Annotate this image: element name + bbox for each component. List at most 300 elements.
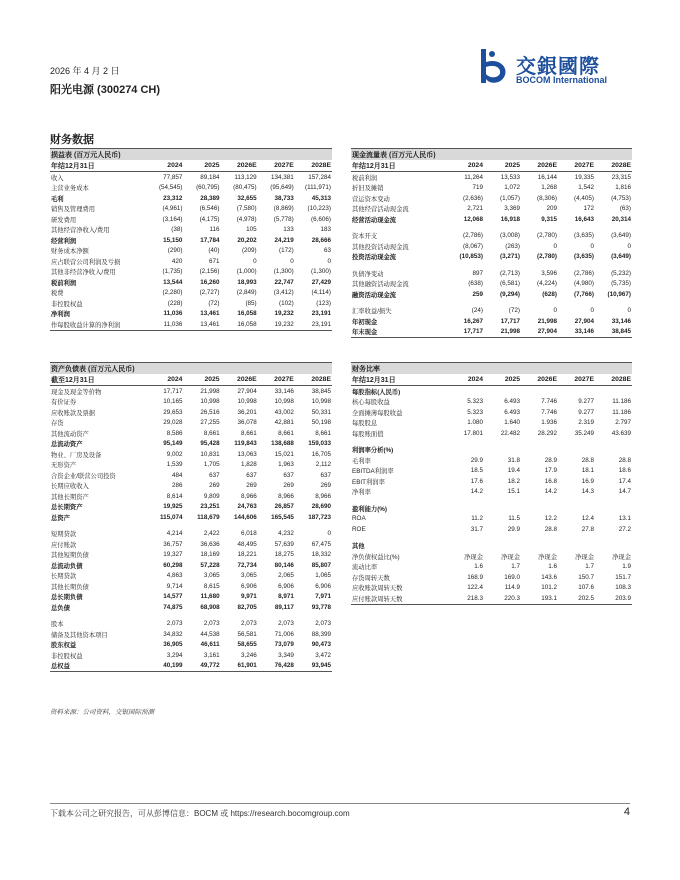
value-cell: 22,747 xyxy=(274,278,294,286)
row-label: 净负债权益比(%) xyxy=(352,553,400,561)
value-cell: 35.249 xyxy=(574,429,594,437)
year-header: 2028E xyxy=(595,374,632,386)
value-cell: 4,232 xyxy=(278,530,294,538)
table-row xyxy=(351,428,632,439)
income-statement-table xyxy=(50,148,332,331)
table-row xyxy=(351,445,632,456)
value-cell: 56,581 xyxy=(237,630,257,638)
value-cell: 43,002 xyxy=(274,408,294,416)
value-cell: 108.3 xyxy=(615,584,631,592)
value-cell: 74,875 xyxy=(163,603,183,611)
value-cell: (172) xyxy=(279,247,294,255)
value-cell: 21,998 xyxy=(200,387,220,395)
year-header: 2026E xyxy=(221,374,258,386)
value-cell: 17.9 xyxy=(544,467,557,475)
value-cell: 4,863 xyxy=(166,572,183,580)
row-label: 负债净变动 xyxy=(352,270,384,278)
value-cell: 95,149 xyxy=(163,440,183,448)
value-cell: 27.8 xyxy=(581,525,594,533)
value-cell: (2,780) xyxy=(537,253,557,261)
value-cell: 12.2 xyxy=(544,515,557,523)
row-label: 流动比率 xyxy=(352,564,378,572)
value-cell: (628) xyxy=(542,290,557,298)
table-row xyxy=(351,562,632,573)
row-label: 年初现金 xyxy=(352,318,378,326)
value-cell: (3,164) xyxy=(162,215,183,223)
value-cell: 2,112 xyxy=(315,461,331,469)
value-cell: 719 xyxy=(472,184,483,192)
value-cell: 32,655 xyxy=(237,194,257,202)
value-cell: 2,065 xyxy=(278,572,294,580)
value-cell: 33,146 xyxy=(611,317,632,325)
table-row xyxy=(351,541,632,552)
table-row xyxy=(351,183,632,194)
value-cell: 16.9 xyxy=(581,477,594,485)
table-row xyxy=(351,503,632,514)
value-cell: 144,606 xyxy=(233,513,257,521)
table-row xyxy=(50,661,332,672)
year-header: 2027E xyxy=(258,374,295,386)
row-label: 总流动资产 xyxy=(51,441,83,449)
value-cell xyxy=(558,445,595,456)
row-label: 每股指标(人民币) xyxy=(352,388,401,396)
value-cell: (123) xyxy=(316,299,331,307)
value-cell: 113,129 xyxy=(234,173,257,181)
value-cell: 11.5 xyxy=(508,515,520,523)
value-cell: 16,144 xyxy=(537,173,557,181)
value-cell: (4,961) xyxy=(162,205,183,213)
value-cell: 8,661 xyxy=(278,429,294,437)
value-cell: 28.9 xyxy=(544,456,557,464)
value-cell: 2,422 xyxy=(203,530,220,538)
value-cell: 28.8 xyxy=(544,525,557,533)
value-cell: 45,313 xyxy=(311,194,331,202)
value-cell: 3,472 xyxy=(315,651,331,659)
value-cell: 1,268 xyxy=(541,184,557,192)
value-cell: 0 xyxy=(590,307,594,315)
value-cell: 31.8 xyxy=(507,456,520,464)
row-label: 税前利润 xyxy=(352,174,378,182)
value-cell: 10,165 xyxy=(163,398,183,406)
value-cell: 23,312 xyxy=(163,194,183,202)
value-cell: 1,065 xyxy=(315,572,331,580)
value-cell: 29,653 xyxy=(163,408,183,416)
value-cell: 3,246 xyxy=(240,651,257,659)
cash-flow-table xyxy=(351,148,632,338)
value-cell: 115,074 xyxy=(160,513,183,521)
value-cell: (8,869) xyxy=(273,205,294,213)
table-row xyxy=(50,502,332,513)
value-cell: (2,786) xyxy=(463,232,483,240)
financial-ratios-table xyxy=(351,362,632,605)
row-label: 其他经营净收入/费用 xyxy=(51,227,110,235)
table-row xyxy=(50,640,332,651)
table-row xyxy=(351,241,632,252)
value-cell: (2,713) xyxy=(500,269,520,277)
table-header-row xyxy=(351,160,632,172)
value-cell: (4,980) xyxy=(574,280,594,288)
fiscal-year-label: 年结12月31日 xyxy=(351,160,447,172)
value-cell: 27,904 xyxy=(574,317,594,325)
value-cell: 168.9 xyxy=(467,573,483,581)
row-label: 汇率收益/损失 xyxy=(352,308,392,316)
value-cell: 48,495 xyxy=(237,540,257,548)
value-cell: (2,727) xyxy=(199,289,220,297)
value-cell: 18.1 xyxy=(581,467,594,475)
footer-text: 下载本公司之研究报告，可从彭博信息：BOCM 或 https://research.bocomgroup.com xyxy=(50,809,350,818)
value-cell: (80,475) xyxy=(233,184,257,192)
value-cell: 29.9 xyxy=(470,456,483,464)
value-cell: 38,845 xyxy=(311,387,331,395)
value-cell: (228) xyxy=(167,299,183,307)
value-cell: 1,542 xyxy=(578,184,594,192)
value-cell: 13,063 xyxy=(237,450,257,458)
value-cell: 18,275 xyxy=(274,551,294,559)
table-row xyxy=(351,524,632,535)
year-header: 2028E xyxy=(595,160,632,172)
table-header-row xyxy=(351,374,632,386)
value-cell: 28,666 xyxy=(311,236,331,244)
footer-divider xyxy=(50,803,630,804)
row-label: 盈利能力(%) xyxy=(352,505,387,513)
value-cell: 28,690 xyxy=(311,503,331,511)
table-header-row xyxy=(50,374,332,386)
value-cell: 10,998 xyxy=(274,398,294,406)
value-cell: 16,058 xyxy=(237,310,257,318)
value-cell: 28.8 xyxy=(581,456,594,464)
value-cell: 10,998 xyxy=(311,398,331,406)
value-cell: 2,073 xyxy=(203,620,220,628)
table-title-row xyxy=(351,363,632,375)
row-label: 净利润 xyxy=(51,311,70,319)
row-label: 其他投资活动现金流 xyxy=(352,243,409,251)
row-label: 财务成本净额 xyxy=(51,248,89,256)
value-cell: 17,717 xyxy=(163,387,183,395)
value-cell: 637 xyxy=(283,471,294,479)
value-cell: (102) xyxy=(279,299,294,307)
value-cell: 90,473 xyxy=(311,641,331,649)
value-cell xyxy=(447,445,484,456)
row-label: 总资产 xyxy=(51,514,70,522)
value-cell: 44,538 xyxy=(200,630,220,638)
value-cell: 9,315 xyxy=(541,215,557,223)
row-label: 其他经营活动现金流 xyxy=(352,206,409,214)
value-cell: 0 xyxy=(290,257,294,265)
value-cell: 11,036 xyxy=(163,310,183,318)
value-cell: 14,577 xyxy=(163,593,183,601)
bocom-logo xyxy=(478,46,638,90)
value-cell: 净现金 xyxy=(612,553,631,561)
value-cell: 63 xyxy=(323,247,331,255)
value-cell: 259 xyxy=(472,290,483,298)
table-row xyxy=(351,455,632,466)
value-cell: (3,412) xyxy=(273,289,294,297)
logo-chinese-text: 交銀國際 xyxy=(516,54,600,78)
value-cell: 13,544 xyxy=(163,278,183,286)
value-cell: 8,661 xyxy=(240,429,257,437)
value-cell: (8,306) xyxy=(537,194,557,202)
year-header: 2024 xyxy=(447,160,484,172)
value-cell: 27,255 xyxy=(200,419,220,427)
value-cell: 0 xyxy=(553,242,557,250)
value-cell: 23,315 xyxy=(611,173,632,181)
value-cell: 0 xyxy=(627,242,632,250)
table-row xyxy=(351,316,632,327)
value-cell xyxy=(447,386,484,397)
value-cell: 42,881 xyxy=(274,419,294,427)
value-cell xyxy=(558,541,595,552)
value-cell: 43.639 xyxy=(611,429,631,437)
table-title: 现金流量表 (百万元人民币) xyxy=(351,149,632,161)
balance-sheet-table xyxy=(50,362,332,672)
value-cell xyxy=(558,503,595,514)
value-cell: 150.7 xyxy=(578,573,594,581)
value-cell: 82,705 xyxy=(237,603,257,611)
value-cell: 18.6 xyxy=(618,467,631,475)
value-cell xyxy=(595,445,632,456)
value-cell xyxy=(595,503,632,514)
value-cell: 8,661 xyxy=(203,429,220,437)
value-cell: 14.2 xyxy=(544,488,557,496)
row-label: 核心每股收益 xyxy=(352,399,390,407)
table-row xyxy=(50,267,332,278)
value-cell: 118,679 xyxy=(197,513,220,521)
value-cell: 50,198 xyxy=(311,419,331,427)
row-label: 股本 xyxy=(51,621,64,629)
value-cell: 18,332 xyxy=(311,551,331,559)
value-cell: 67,475 xyxy=(311,540,331,548)
value-cell: 220.3 xyxy=(484,593,521,604)
value-cell: 269 xyxy=(209,482,220,490)
value-cell: 20,314 xyxy=(611,215,632,223)
row-label: 其他长期负债 xyxy=(51,583,89,591)
table-title: 损益表 (百万元人民币) xyxy=(50,149,332,161)
row-label: 其他非经营净收入/费用 xyxy=(51,269,116,277)
value-cell: 24,763 xyxy=(237,503,257,511)
value-cell: 2.319 xyxy=(578,419,594,427)
value-cell: (4,224) xyxy=(537,280,557,288)
value-cell: 60,298 xyxy=(163,561,183,569)
value-cell: 27,429 xyxy=(311,278,331,286)
value-cell: (290) xyxy=(167,247,183,255)
value-cell: 21,998 xyxy=(484,327,521,338)
value-cell: 8,614 xyxy=(166,492,183,500)
value-cell: 14.2 xyxy=(470,488,483,496)
value-cell: (10,853) xyxy=(459,253,483,261)
table-row xyxy=(351,514,632,525)
value-cell: 17,717 xyxy=(500,317,520,325)
value-cell: 23,191 xyxy=(295,319,332,330)
year-header: 2026E xyxy=(521,374,558,386)
value-cell: 1.080 xyxy=(467,419,483,427)
row-label: 折旧及摊销 xyxy=(352,185,384,193)
value-cell: 17,717 xyxy=(447,327,484,338)
row-label: 有价证券 xyxy=(51,399,77,407)
value-cell: 7.746 xyxy=(541,408,557,416)
value-cell: 7,971 xyxy=(315,593,331,601)
table-row xyxy=(351,193,632,204)
table-row xyxy=(351,551,632,562)
value-cell: 2,073 xyxy=(278,620,294,628)
row-label: EBIT利润率 xyxy=(352,478,385,486)
value-cell: (1,000) xyxy=(236,268,257,276)
value-cell: 11.2 xyxy=(471,515,483,523)
page-number: 4 xyxy=(623,806,630,818)
value-cell: 11,264 xyxy=(464,173,483,181)
value-cell: 183 xyxy=(320,226,331,234)
table-row xyxy=(50,650,332,661)
value-cell: 58,655 xyxy=(237,641,257,649)
value-cell: 61,901 xyxy=(221,661,258,672)
value-cell: 27,904 xyxy=(521,327,558,338)
value-cell: (4,114) xyxy=(311,289,331,297)
value-cell: (2,156) xyxy=(199,268,220,276)
row-label: 应收账款及票据 xyxy=(51,409,96,417)
value-cell: 11.186 xyxy=(612,408,631,416)
value-cell: 93,945 xyxy=(295,661,332,672)
value-cell: (6,606) xyxy=(311,215,331,223)
value-cell: 107.6 xyxy=(578,584,594,592)
value-cell: 36,905 xyxy=(163,641,183,649)
value-cell: 10,831 xyxy=(200,450,220,458)
year-header: 2024 xyxy=(146,374,183,386)
value-cell xyxy=(558,386,595,397)
value-cell: (1,735) xyxy=(162,268,183,276)
value-cell: 0 xyxy=(590,242,594,250)
value-cell: 286 xyxy=(171,482,183,490)
value-cell: 0 xyxy=(627,307,632,315)
value-cell: 6,906 xyxy=(240,582,257,590)
table-row xyxy=(351,593,632,604)
value-cell xyxy=(595,541,632,552)
value-cell: (6,581) xyxy=(500,280,520,288)
row-label: 税费 xyxy=(51,290,64,298)
row-label: 物业、厂房及设备 xyxy=(51,451,102,459)
value-cell: 18,169 xyxy=(200,551,220,559)
value-cell: 3,369 xyxy=(504,205,520,213)
value-cell: 18.5 xyxy=(470,467,483,475)
value-cell: 57,639 xyxy=(274,540,294,548)
table-row xyxy=(351,279,632,290)
value-cell: 159,033 xyxy=(308,440,331,448)
value-cell xyxy=(521,541,558,552)
value-cell: 3,065 xyxy=(240,572,257,580)
value-cell: 27.2 xyxy=(618,525,631,533)
value-cell: 17.6 xyxy=(470,477,483,485)
value-cell: 16,918 xyxy=(500,215,520,223)
value-cell: 0 xyxy=(253,257,257,265)
row-label: 收入 xyxy=(51,174,64,182)
value-cell: (85) xyxy=(245,299,257,307)
value-cell: (3,008) xyxy=(500,232,520,240)
table-row xyxy=(50,560,332,571)
table-row xyxy=(351,418,632,429)
table-row xyxy=(351,214,632,225)
value-cell: (5,232) xyxy=(611,269,632,277)
value-cell: (2,280) xyxy=(162,289,183,297)
value-cell: 13,461 xyxy=(200,310,220,318)
year-header: 2027E xyxy=(258,160,295,172)
value-cell: 165,545 xyxy=(271,513,294,521)
value-cell: (4,753) xyxy=(611,194,632,202)
value-cell: 0 xyxy=(327,257,331,265)
year-header: 2027E xyxy=(558,374,595,386)
value-cell: 3,161 xyxy=(203,651,220,659)
value-cell: (1,300) xyxy=(273,268,294,276)
table-row xyxy=(50,193,332,204)
value-cell: (3,271) xyxy=(500,253,520,261)
value-cell: (3,649) xyxy=(611,253,632,261)
table-row xyxy=(351,306,632,317)
value-cell: 13,533 xyxy=(500,173,520,181)
table-row xyxy=(351,172,632,183)
value-cell: 89,117 xyxy=(274,603,294,611)
value-cell: 209 xyxy=(546,205,557,213)
value-cell: (1,300) xyxy=(311,268,331,276)
row-label: 研发费用 xyxy=(51,216,77,224)
value-cell: 23,191 xyxy=(311,310,331,318)
value-cell: 20,202 xyxy=(237,236,257,244)
value-cell: 19,232 xyxy=(274,310,294,318)
table-row xyxy=(351,583,632,594)
value-cell: 105 xyxy=(246,226,257,234)
value-cell: 5.323 xyxy=(467,398,483,406)
row-label: 应付账款周转天数 xyxy=(351,593,447,604)
year-header: 2024 xyxy=(146,160,183,172)
value-cell: 7.746 xyxy=(541,398,557,406)
value-cell: (3,635) xyxy=(574,253,594,261)
year-header: 2026E xyxy=(221,160,258,172)
value-cell xyxy=(595,386,632,397)
table-row xyxy=(50,277,332,288)
row-label: 毛利率 xyxy=(352,457,371,465)
value-cell: (6,546) xyxy=(199,205,220,213)
value-cell: 8,966 xyxy=(315,492,331,500)
value-cell: 11,036 xyxy=(146,319,183,330)
row-label: 存货 xyxy=(51,420,64,428)
value-cell: 138,688 xyxy=(271,440,294,448)
value-cell: 2,073 xyxy=(240,620,257,628)
report-date: 2026 年 4 月 2 日 xyxy=(50,66,120,76)
value-cell: 3,294 xyxy=(166,651,183,659)
value-cell: 897 xyxy=(472,269,483,277)
value-cell xyxy=(521,386,558,397)
value-cell: 16,267 xyxy=(463,317,483,325)
value-cell: (9,294) xyxy=(500,290,520,298)
row-label: 其他长期资产 xyxy=(51,493,89,501)
value-cell: (4,175) xyxy=(199,215,220,223)
value-cell: 1,539 xyxy=(166,461,183,469)
row-label: 经营利润 xyxy=(51,237,77,245)
value-cell: 143.6 xyxy=(541,573,557,581)
value-cell: 85,807 xyxy=(311,561,331,569)
row-label: 短期贷款 xyxy=(51,531,77,539)
row-label: 毛利 xyxy=(51,195,64,203)
value-cell: 9,714 xyxy=(166,582,183,590)
row-label: 税前利润 xyxy=(51,279,77,287)
value-cell: 23,251 xyxy=(200,503,220,511)
value-cell: 2,721 xyxy=(467,205,483,213)
year-header: 2025 xyxy=(484,374,521,386)
value-cell: 269 xyxy=(283,482,294,490)
table-row xyxy=(50,512,332,523)
value-cell: 14.3 xyxy=(581,488,594,496)
table-row xyxy=(50,470,332,481)
value-cell: 16,705 xyxy=(311,450,331,458)
table-row xyxy=(50,235,332,246)
value-cell: (3,635) xyxy=(574,232,594,240)
row-label: 长期应收收入 xyxy=(51,483,89,491)
